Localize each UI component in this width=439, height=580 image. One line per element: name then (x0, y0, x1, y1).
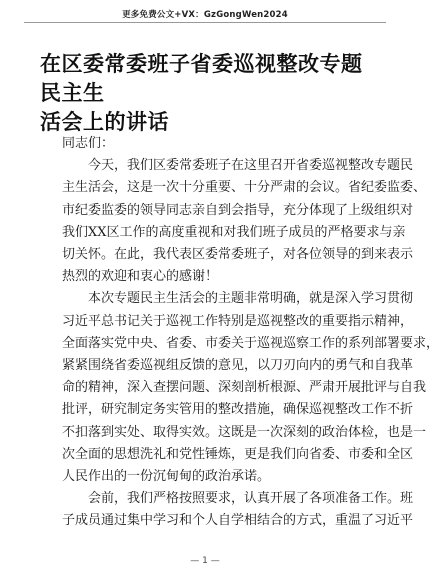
body-line: 热烈的欢迎和衷心的感谢！ (62, 269, 219, 285)
body-line: 习近平总书记关于巡视工作特别是巡视整改的重要指示精神， (62, 313, 414, 329)
header-divider (24, 22, 386, 23)
page-number: — 1 — (190, 556, 220, 566)
body-line: 我们XX区工作的高度重视和对我们班子成员的严格要求与亲 (62, 224, 406, 240)
document-body (62, 133, 439, 533)
body-line: 会前，我们严格按照要求，认真开展了各项准备工作。班 (88, 491, 414, 507)
body-line: 人民作出的一份沉甸甸的政治承诺。 (62, 469, 271, 485)
body-line: 市纪委监委的领导同志亲自到会指导，充分体现了上级组织对 (62, 202, 414, 218)
body-line: 今天，我们区委常委班子在这里召开省委巡视整改专题民 (88, 158, 414, 174)
body-line: 命的精神，深入查摆问题、深刻剖析根源、严肃开展批评与自我 (62, 380, 427, 396)
body-line: 本次专题民主生活会的主题非常明确，就是深入学习贯彻 (88, 291, 414, 307)
document-title-line-1: 在区委常委班子省委巡视整改专题民主生 (40, 52, 363, 105)
document-title (40, 50, 370, 137)
salutation: 同志们： (62, 136, 115, 151)
body-line: 切关怀。在此，我代表区委常委班子，对各位领导的到来表示 (62, 247, 414, 263)
body-line: 紧紧围绕省委巡视组反馈的意见，以刀刃向内的勇气和自我革 (62, 358, 414, 374)
body-line: 次全面的思想洗礼和党性锤炼，更是我们向省委、市委和全区 (62, 446, 414, 462)
header-note: 更多免费公文+VX：GzGongWen2024 (122, 10, 288, 20)
document-title-line-2: 活会上的讲话 (40, 110, 169, 134)
body-line: 主生活会，这是一次十分重要、十分严肃的会议。省纪委监委、 (62, 180, 427, 196)
body-line: 不扣落到实处、取得实效。这既是一次深刻的政治体检，也是一 (62, 424, 427, 440)
body-line: 全面落实党中央、省委、市委关于巡视巡察工作的系列部署要求， (62, 335, 439, 351)
body-line: 批评，研究制定务实管用的整改措施，确保巡视整改工作不折 (62, 402, 414, 418)
body-line: 子成员通过集中学习和个人自学相结合的方式，重温了习近平 (62, 513, 414, 529)
